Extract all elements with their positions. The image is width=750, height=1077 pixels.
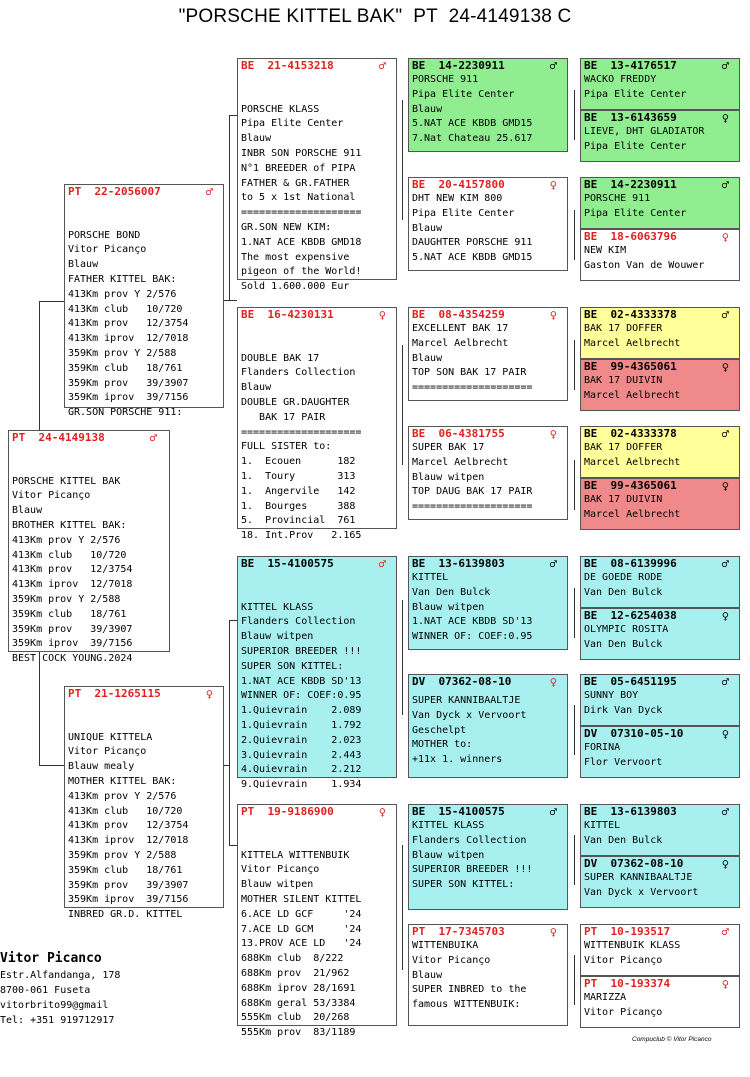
female-icon: ♀: [721, 111, 729, 125]
dam-card[interactable]: [64, 686, 224, 921]
owner-info: [0, 950, 120, 1028]
ring-number: BE 14-2230911: [412, 59, 505, 72]
ring-number: BE 13-6143659: [584, 111, 677, 124]
ring-number: BE 15-4100575: [241, 557, 334, 570]
card-lines: KITTEL Van Den Bulck Blauw witpen 1.NAT ACE KBDB SD'13 WINNER OF: COEF:0.95: [412, 572, 533, 643]
owner-phone: Tel: +351 919712917: [0, 1015, 115, 1026]
card-lines: SUNNY BOY Dirk Van Dyck: [584, 690, 663, 716]
ring-number: PT 21-1265115: [68, 687, 161, 700]
male-icon: ♂: [721, 178, 729, 192]
g3-card[interactable]: [408, 426, 568, 520]
card-lines: EXCELLENT BAK 17 Marcel Aelbrecht Blauw TOP SON BAK 17 PAIR ====================: [412, 323, 533, 394]
female-icon: ♀: [549, 308, 557, 322]
g4-card[interactable]: [580, 856, 740, 908]
card-lines: DE GOEDE RODE Van Den Bulck: [584, 572, 663, 598]
g4-card[interactable]: [580, 608, 740, 660]
ring-number: BE 13-6139803: [584, 805, 677, 818]
male-icon: ♂: [549, 59, 557, 73]
male-icon: ♂: [549, 557, 557, 571]
card-lines: LIEVE, DHT GLADIATOR Pipa Elite Center: [584, 126, 705, 152]
ring-number: BE 02-4333378: [584, 427, 677, 440]
female-icon: ♀: [205, 687, 213, 701]
ring-number: BE 02-4333378: [584, 308, 677, 321]
card-lines: DOUBLE BAK 17 Flanders Collection Blauw DOUBLE GR.DAUGHTER BAK 17 PAIR ==================== FULL SISTER to: 1. Ecouen 182 1. Toury 313 1. Angervile 142 1. Bourges 388 5. Provincial 761 18. Int.Prov 2.165: [241, 352, 362, 542]
female-icon: ♀: [549, 427, 557, 441]
ring-number: PT 22-2056007: [68, 185, 161, 198]
page-title: "PORSCHE KITTEL BAK" PT 24-4149138 C: [178, 6, 572, 27]
ring-number: BE 13-4176517: [584, 59, 677, 72]
male-icon: ♂: [721, 925, 729, 939]
ring-number: BE 18-6063796: [584, 230, 677, 243]
male-icon: ♂: [378, 557, 386, 571]
card-lines: SUPER BAK 17 Marcel Aelbrecht Blauw witpen TOP DAUG BAK 17 PAIR ====================: [412, 442, 533, 513]
card-lines: KITTELA WITTENBUIK Vitor Picanço Blauw witpen MOTHER SILENT KITTEL 6.ACE LD GCF '24 7.ACE LD GCM '24 13.PROV ACE LD '24 688Km club 8/222 688Km prov 21/962 688Km iprov 28/1691 688Km geral 53/3384 555Km club 20/268 555Km prov 83/1189: [241, 849, 362, 1039]
grandsire-paternal-card[interactable]: [237, 58, 397, 293]
g4-card[interactable]: [580, 229, 740, 281]
g4-card[interactable]: [580, 58, 740, 110]
owner-postcode: 8700-061 Fuseta: [0, 985, 91, 996]
card-lines: BAK 17 DUIVIN Marcel Aelbrecht: [584, 375, 681, 401]
male-icon: ♂: [378, 59, 386, 73]
card-lines: KITTEL KLASS Flanders Collection Blauw witpen SUPERIOR BREEDER !!! SUPER SON KITTEL:: [412, 820, 533, 891]
g4-card[interactable]: [580, 674, 740, 726]
female-icon: ♀: [378, 805, 386, 819]
g4-card[interactable]: [580, 478, 740, 530]
male-icon: ♂: [149, 431, 157, 445]
card-lines: SUPER KANNIBAALTJE Van Dyck x Vervoort Geschelpt MOTHER to: +11x 1. winners: [412, 695, 527, 766]
card-lines: PORSCHE 911 Pipa Elite Center Blauw 5.NAT ACE KBDB GMD15 7.Nat Chateau 25.617: [412, 74, 533, 145]
dam-lines: UNIQUE KITTELA Vitor Picanço Blauw mealy MOTHER KITTEL BAK: 413Km prov Y 2/576 413Km club 10/720 413Km prov 12/3754 413Km iprov 12/7018 359Km prov Y 2/588 359Km club 18/761 359Km prov 39/3907 359Km iprov 39/7156 INBRED GR.D. KITTEL: [68, 731, 189, 921]
female-icon: ♀: [721, 727, 729, 741]
card-lines: DHT NEW KIM 800 Pipa Elite Center Blauw DAUGHTER PORSCHE 911 5.NAT ACE KBDB GMD15: [412, 193, 533, 264]
granddam-paternal-card[interactable]: [237, 307, 397, 542]
ring-number: BE 05-6451195: [584, 675, 677, 688]
female-icon: ♀: [378, 308, 386, 322]
ring-number: BE 21-4153218: [241, 59, 334, 72]
g3-card[interactable]: [408, 924, 568, 1026]
grandsire-maternal-card[interactable]: [237, 556, 397, 791]
g4-card[interactable]: [580, 976, 740, 1028]
g4-card[interactable]: [580, 110, 740, 162]
g3-card[interactable]: [408, 556, 568, 650]
female-icon: ♀: [721, 360, 729, 374]
ring-number: BE 99-4365061: [584, 360, 677, 373]
male-icon: ♂: [205, 185, 213, 199]
g4-card[interactable]: [580, 924, 740, 976]
ring-number: BE 08-6139996: [584, 557, 677, 570]
owner-name: Vitor Picanco: [0, 951, 102, 966]
male-icon: ♂: [721, 805, 729, 819]
female-icon: ♀: [549, 675, 557, 689]
card-lines: PORSCHE KLASS Pipa Elite Center Blauw INBR SON PORSCHE 911 N°1 BREEDER of PIPA FATHER & GR.FATHER to 5 x 1st National ==================== GR.SON NEW KIM: 1.NAT ACE KBDB GMD18 The most expensive pigeon of the World! Sold 1.600.000 Eur: [241, 103, 362, 293]
female-icon: ♀: [721, 609, 729, 623]
g4-card[interactable]: [580, 726, 740, 778]
ring-number: PT 24-4149138: [12, 431, 105, 444]
card-lines: PORSCHE 911 Pipa Elite Center: [584, 193, 687, 219]
male-icon: ♂: [721, 308, 729, 322]
ring-number: PT 10-193374: [584, 977, 671, 990]
card-lines: KITTEL KLASS Flanders Collection Blauw witpen SUPERIOR BREEDER !!! SUPER SON KITTEL: 1.NAT ACE KBDB SD'13 WINNER OF: COEF:0.95 1.Quievrain 2.089 1.Quievrain 1.792 2.Quievrain 2.023 3.Quievrain 2.443 4.Quievrain 2.212 9.Quievrain 1.934: [241, 601, 362, 791]
owner-address: Estr.Alfandanga, 178: [0, 970, 121, 981]
card-lines: SUPER KANNIBAALTJE Van Dyck x Vervoort: [584, 872, 699, 898]
granddam-maternal-card[interactable]: [237, 804, 397, 1039]
g4-card[interactable]: [580, 359, 740, 411]
g4-card[interactable]: [580, 804, 740, 856]
ring-number: BE 06-4381755: [412, 427, 505, 440]
female-icon: ♀: [549, 925, 557, 939]
footer-credit: Compuclub © Vitor Picanco: [632, 1036, 712, 1043]
sire-lines: PORSCHE BOND Vitor Picanço Blauw FATHER KITTEL BAK: 413Km prov Y 2/576 413Km club 10/720 413Km prov 12/3754 413Km iprov 12/7018 359Km prov Y 2/588 359Km club 18/761 359Km prov 39/3907 359Km iprov 39/7156 GR.SON PORSCHE 911:: [68, 229, 189, 419]
male-icon: ♂: [721, 557, 729, 571]
ring-number: BE 16-4230131: [241, 308, 334, 321]
male-icon: ♂: [721, 427, 729, 441]
card-lines: OLYMPIC ROSITA Van Den Bulck: [584, 624, 669, 650]
ring-number: BE 08-4354259: [412, 308, 505, 321]
card-lines: KITTEL Van Den Bulck: [584, 820, 663, 846]
male-icon: ♂: [549, 805, 557, 819]
g3-card[interactable]: [408, 177, 568, 271]
sire-card[interactable]: [64, 184, 224, 419]
card-lines: MARIZZA Vitor Picanço: [584, 992, 663, 1018]
ring-number: PT 19-9186900: [241, 805, 334, 818]
card-lines: WITTENBUIKA Vitor Picanço Blauw SUPER INBRED to the famous WITTENBUIK:: [412, 940, 527, 1011]
ring-number: DV 07310-05-10: [584, 727, 684, 740]
female-icon: ♀: [721, 977, 729, 991]
g3-card[interactable]: [408, 58, 568, 152]
card-lines: BAK 17 DOFFER Marcel Aelbrecht: [584, 323, 681, 349]
card-lines: FORINA Flor Vervoort: [584, 742, 663, 768]
card-lines: WACKO FREDDY Pipa Elite Center: [584, 74, 687, 100]
ring-number: BE 13-6139803: [412, 557, 505, 570]
male-icon: ♂: [721, 675, 729, 689]
g4-card[interactable]: [580, 307, 740, 359]
g4-card[interactable]: [580, 556, 740, 608]
g3-card[interactable]: [408, 804, 568, 910]
ring-number: BE 20-4157800: [412, 178, 505, 191]
ring-number: BE 14-2230911: [584, 178, 677, 191]
g3-card[interactable]: [408, 674, 568, 778]
male-icon: ♂: [721, 59, 729, 73]
ring-number: BE 99-4365061: [584, 479, 677, 492]
ring-number: PT 10-193517: [584, 925, 671, 938]
ring-number: DV 07362-08-10: [584, 857, 684, 870]
card-lines: WITTENBUIK KLASS Vitor Picanço: [584, 940, 681, 966]
female-icon: ♀: [549, 178, 557, 192]
ring-number: BE 12-6254038: [584, 609, 677, 622]
g4-card[interactable]: [580, 426, 740, 478]
card-lines: BAK 17 DOFFER Marcel Aelbrecht: [584, 442, 681, 468]
subject-lines: PORSCHE KITTEL BAK Vitor Picanço Blauw BROTHER KITTEL BAK: 413Km prov Y 2/576 413Km club 10/720 413Km prov 12/3754 413Km iprov 12/7018 359Km prov Y 2/588 359Km club 18/761 359Km prov 39/3907 359Km iprov 39/7156 BEST COCK YOUNG.2024: [12, 475, 133, 665]
card-lines: BAK 17 DUIVIN Marcel Aelbrecht: [584, 494, 681, 520]
subject-card[interactable]: [8, 430, 170, 665]
g4-card[interactable]: [580, 177, 740, 229]
ring-number: BE 15-4100575: [412, 805, 505, 818]
female-icon: ♀: [721, 479, 729, 493]
female-icon: ♀: [721, 230, 729, 244]
card-lines: NEW KIM Gaston Van de Wouwer: [584, 245, 705, 271]
owner-email[interactable]: vitorbrito99@gmail: [0, 1000, 109, 1011]
ring-number: DV 07362-08-10: [412, 675, 512, 688]
female-icon: ♀: [721, 857, 729, 871]
ring-number: PT 17-7345703: [412, 925, 505, 938]
g3-card[interactable]: [408, 307, 568, 401]
